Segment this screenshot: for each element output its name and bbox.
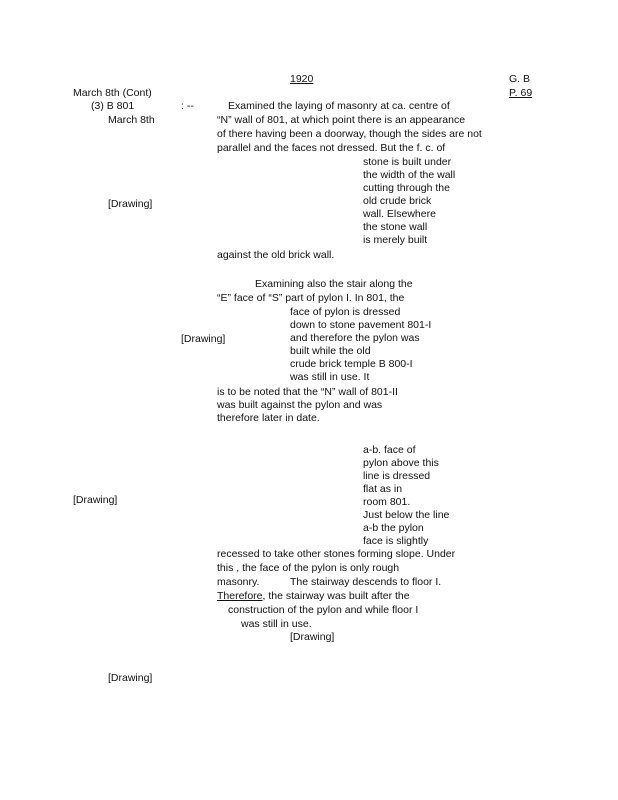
para3-narrow-line: face is slightly <box>363 535 429 547</box>
para2-line-2: “E” face of “S” part of pylon I. In 801, the <box>217 292 405 304</box>
drawing-placeholder-4: [Drawing] <box>290 631 335 643</box>
entry-date: March 8th <box>108 114 155 126</box>
drawing-placeholder-2: [Drawing] <box>181 333 226 345</box>
para3-narrow-line: room 801. <box>363 496 411 508</box>
para1-narrow-line: stone is built under <box>363 156 452 168</box>
para3-narrow-line: Just below the line <box>363 509 450 521</box>
para1-line-4: parallel and the faces not dressed. But the f. c. of <box>217 142 446 154</box>
para1-line-2: “N” wall of 801, at which point there is an appearance <box>217 114 466 126</box>
para1-narrow-line: the width of the wall <box>363 169 456 181</box>
drawing-placeholder-5: [Drawing] <box>108 672 153 684</box>
para3-wide-line-1: recessed to take other stones forming slope. Under <box>217 548 456 560</box>
para3-narrow-line: a-b the pylon <box>363 522 424 534</box>
drawing-placeholder-1: [Drawing] <box>108 198 153 210</box>
para2-narrow-line: down to stone pavement 801-I <box>290 319 432 331</box>
year-heading: 1920 <box>290 73 314 85</box>
page-reference: P. 69 <box>509 87 533 99</box>
para2-narrow-column <box>290 306 431 384</box>
para1-line-1: Examined the laying of masonry at ca. centre of <box>228 100 450 112</box>
date-continued: March 8th (Cont) <box>73 87 152 99</box>
para3-stairway-sentence: The stairway descends to floor I. <box>290 576 442 588</box>
para3-therefore-line <box>217 590 410 603</box>
para3-wide-line-2: this , the face of the pylon is only rough <box>217 562 400 574</box>
para2-tail-line: is to be noted that the “N” wall of 801-II <box>217 386 398 398</box>
para2-narrow-line: and therefore the pylon was <box>290 332 420 344</box>
para1-line-3: of there having been a doorway, though the sides are not <box>217 128 482 140</box>
para3-narrow-line: pylon above this <box>363 457 439 469</box>
therefore-rest: , the stairway was built after the <box>262 590 410 602</box>
para3-narrow-line: a-b. face of <box>363 444 416 456</box>
para1-narrow-line: wall. Elsewhere <box>363 208 436 220</box>
para1-narrow-line: cutting through the <box>363 182 450 194</box>
author-initials: G. B <box>509 73 531 85</box>
para2-tail-line: therefore later in date. <box>217 412 320 424</box>
drawing-placeholder-3: [Drawing] <box>73 494 118 506</box>
entry-reference: (3) B 801 <box>91 100 135 112</box>
para1-narrow-column <box>363 156 455 247</box>
para2-narrow-line: was still in use. It <box>290 371 370 383</box>
para3-masonry-word: masonry. <box>217 576 260 588</box>
para2-narrow-line: built while the old <box>290 345 371 357</box>
para1-narrow-line: old crude brick <box>363 195 432 207</box>
para1-last-line: against the old brick wall. <box>217 249 335 261</box>
para2-narrow-line: crude brick temple B 800-I <box>290 358 413 370</box>
therefore-underlined: Therefore <box>217 590 263 602</box>
para3-narrow-line: line is dressed <box>363 470 431 482</box>
para1-narrow-line: the stone wall <box>363 221 428 233</box>
para3-narrow-line: flat as in <box>363 483 403 495</box>
para2-tail-line: was built against the pylon and was <box>217 399 383 411</box>
para3-line-d: was still in use. <box>241 618 312 630</box>
para3-line-c: construction of the pylon and while floor I <box>228 604 419 616</box>
para1-narrow-line: is merely built <box>363 234 428 246</box>
entry-separator: : -- <box>181 100 194 112</box>
para3-narrow-column <box>363 444 449 548</box>
para2-tail <box>217 386 398 425</box>
para2-narrow-line: face of pylon is dressed <box>290 306 401 318</box>
para2-line-1: Examining also the stair along the <box>255 278 413 290</box>
